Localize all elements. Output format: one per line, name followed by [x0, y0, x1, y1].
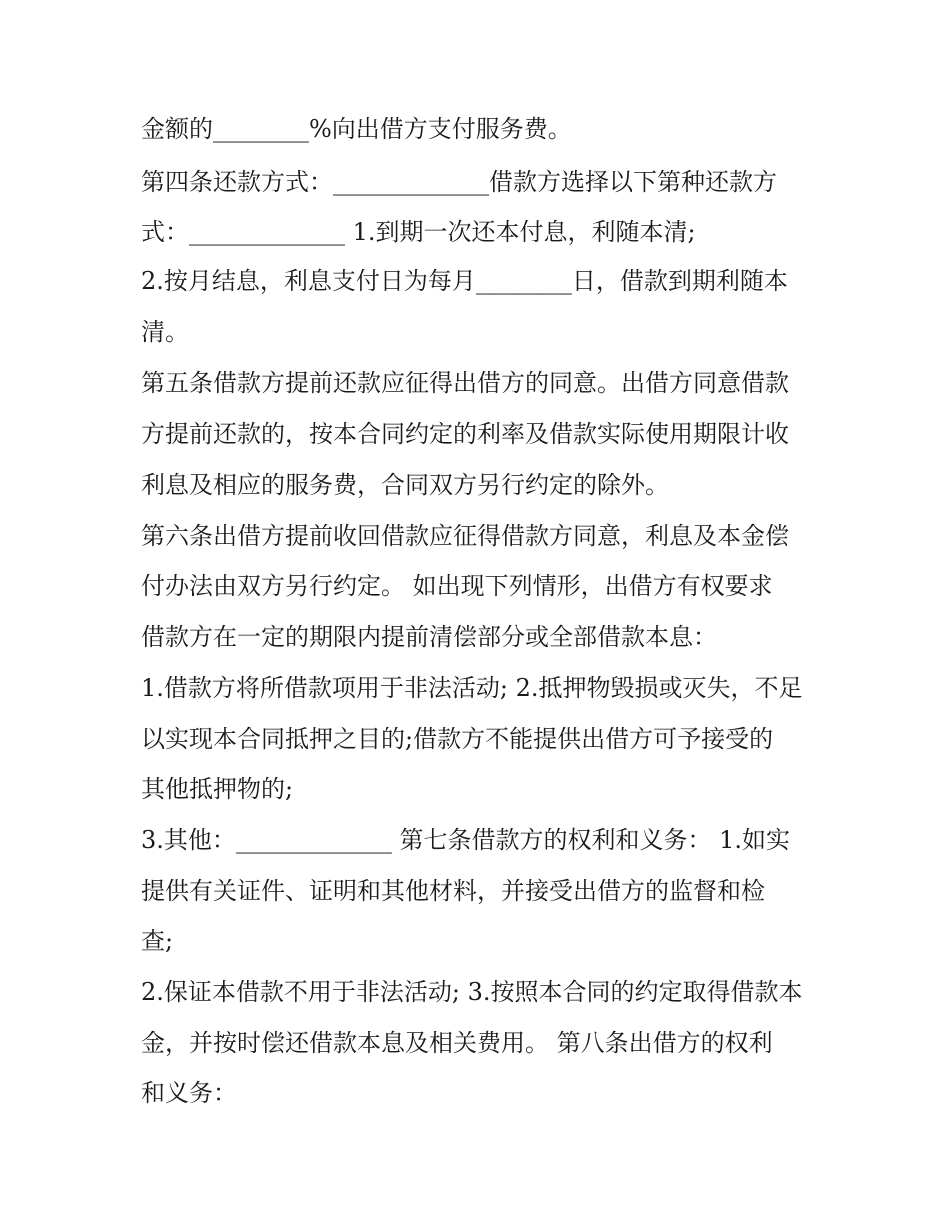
text-line: 清。 — [141, 318, 189, 346]
text-line: 金，并按时偿还借款本息及相关费用。 第八条出借方的权利 — [141, 1029, 773, 1057]
text-line: 3.其他：_____________ 第七条借款方的权利和义务： 1.如实 — [141, 826, 791, 854]
text-line: 查; — [141, 927, 174, 955]
text-line: 提供有关证件、证明和其他材料，并接受出借方的监督和检 — [141, 877, 765, 905]
text-line: 2.按月结息，利息支付日为每月________日，借款到期利随本 — [141, 267, 788, 295]
text-line: 第五条借款方提前还款应征得出借方的同意。出借方同意借款 — [141, 369, 789, 397]
text-line: 借款方在一定的期限内提前清偿部分或全部借款本息： — [141, 623, 717, 651]
text-line: 付办法由双方另行约定。 如出现下列情形，出借方有权要求 — [141, 572, 773, 600]
text-line: 1.借款方将所借款项用于非法活动; 2.抵押物毁损或灭失，不足 — [141, 674, 803, 702]
text-line: 第四条还款方式：_____________借款方选择以下第种还款方 — [141, 168, 777, 196]
text-line: 2.保证本借款不用于非法活动; 3.按照本合同的约定取得借款本 — [141, 978, 803, 1006]
text-line: 式：_____________ 1.到期一次还本付息，利随本清; — [141, 218, 696, 246]
text-line: 以实现本合同抵押之目的;借款方不能提供出借方可予接受的 — [141, 725, 774, 753]
text-line: 金额的________%向出借方支付服务费。 — [141, 115, 572, 143]
text-line: 其他抵押物的; — [141, 775, 294, 803]
text-line: 利息及相应的服务费，合同双方另行约定的除外。 — [141, 471, 669, 499]
text-line: 和义务： — [141, 1079, 237, 1107]
text-line: 第六条出借方提前收回借款应征得借款方同意，利息及本金偿 — [141, 522, 789, 550]
text-line: 方提前还款的，按本合同约定的利率及借款实际使用期限计收 — [141, 420, 789, 448]
